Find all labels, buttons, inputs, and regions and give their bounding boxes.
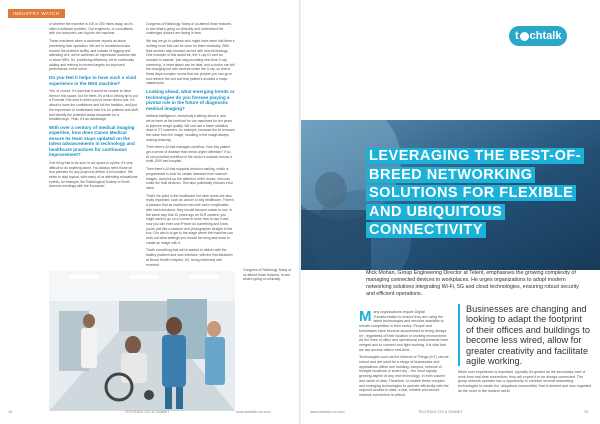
right-column-1 <box>359 310 449 401</box>
paragraph-text: any organisations require Digital Transformation to ensure they are using the latest technologies and services available to remain competitive in their sector. People and businesses have become accustomed to being 'always on', regardless of their location or working environment. As the lines of office and operational environments have merged and to connect and fight working, it is vital that we can access data in real-time. <box>359 310 449 352</box>
logo-dot-icon <box>520 32 529 41</box>
page-number-right: 19 <box>584 410 588 414</box>
article-standfirst: Mick Mohan, Group Engineering Director at Telent, emphasises the growing complexity of managing connected devices in workplaces. He urges organizations to adopt modern networking solutions integrating Wi-Fi, 5G and cloud technologies, ensuring robust security and efficient operations. <box>366 270 579 297</box>
paragraph: Congress of Radiology. Many of us attend those lectures, to see what's going on clinically. <box>243 268 291 282</box>
logo-text-end: chtalk <box>529 30 562 42</box>
photo-illustration <box>49 271 235 411</box>
page-number-left: 18 <box>8 410 12 414</box>
paragraph: One thing that is for sure in our space is cycles. It's very difficult to do anything alone. You always need those on four partners for any project to deliver a full solution. We strive to stay topical, with many of us attending educational events, for example, the Radiological Society of North America meetings with the European <box>49 160 138 189</box>
footer-publication-left: TECHTALK CIO & SUMMIT <box>125 410 170 414</box>
footer-url-left: www.techtalk-cio.com <box>236 410 271 414</box>
paragraph: Then there's AI that manages workflow. How this patient get a sense of disease that needs urgent attention? If so, AI can prioritise workflow in the doctor's scanner across a multi-1000 bed hospital. <box>146 145 233 164</box>
right-column-2 <box>458 370 592 394</box>
section-tag: INDUSTRY WATCH <box>8 9 65 18</box>
pull-quote: Businesses are changing and looking to adapt the footprint of their offices and buildings to become less wired, allow for greater creativity and facilitate agile working. <box>458 304 592 366</box>
footer-url-right: www.techtalk-cio.com <box>310 410 345 414</box>
logo-text-start: t <box>515 30 519 42</box>
interview-question: Do you feel it helps to have such a vivid experience in the NHS machine? <box>49 75 137 86</box>
footer-publication-right: TECHTALK CIO & SUMMIT <box>418 410 463 414</box>
paragraph: Artificial intelligence, everybody's talking about it, and we've been at the forefront for our machines for ten years to improve image quality. We can use a lower radiation dose in CT scanners, for example, because the AI removes the noise from the image, resulting in the image always looking amazing. <box>146 114 235 142</box>
headline-text: LEVERAGING THE BEST-OF-BREED NETWORKING SOLUTIONS FOR FLEXIBLE AND UBIQUITOUS CONNECTIVITY <box>366 148 584 238</box>
left-column-2 <box>146 22 235 270</box>
paragraph: Then there's AI that supports decision making, which is programmed to look for certain diseases from scanner images, and pick up the attention of the doctor, who can make the final decision. This also potentially reduces error rates. <box>146 167 234 190</box>
paragraph: Yes, of course. It's said that it would be unwise to have them in this space, but for them, it's a fill-in driving tip to put a Formula One seat in when you've never driven one. It's about to have the confidence and full the tradition, and just the experience to understand how it is for patients and staff and identify the potential areas desperate for a breakthrough. Yeah, it's an advantage. <box>49 89 138 122</box>
left-column-1 <box>49 22 138 192</box>
paragraph: That's the point in the healthcare but other areas are also really important, such as cancer or any healthcare. There's a paradox that as machines become more complicated with extra functions, they should become easier to use. In the same way that 10 years ago an SLR camera, you might want to go on a course to learn how to use it and now you can even use iPhone do something and know you're just like a scanner and photographer straight in the box. Our aim is to get to the stage where the machine can work out what settings you should be using and know to create an image with it. <box>146 193 235 245</box>
paragraph <box>359 310 449 352</box>
paragraph: Congress of Radiology. Many of us attend those lectures, to see what's going on clinically and understand the challenges doctors are facing in time. <box>146 22 232 36</box>
paragraph: These machines when a customer reports an issue preventing their operation. We are to troubleshoot and resolve the problem swiftly, and outside of logging and attending to it, we've achieved an impressive success rate of about 98%. So, prioritising efficiency, we're continually adding and refining to exceed targets for improved performance in the future. <box>49 39 137 72</box>
article-headline <box>366 147 586 240</box>
paragraph: We say we go to patients who might have been told there's nothing more that can be done for them medically. With their another step forward, armed with new technology. One example of this would be, the X-ray IO sent an encoder to assists; 'just stop providing new time X-ray screening', a heart attack can be fatal, and a doctor can tell the changing but with devices under the X-ray, so that of these days complex rooms that are provide you can go in and retrieve the clot and that patient's avoided a major catastrophe. <box>146 39 235 86</box>
paragraph: of whether the machine is 100 or 300 miles away, as it's often a software problem. Our engineers, or consultants with our computer, can log into the machine. <box>49 22 133 36</box>
paragraph: Technologies such as the Internet of Things (IoT) can be robust and are used for a range of businesses and applications within one building, campus, network of multiple locations or smart city – the most rapidly-growing aspect of any new technology. In both volume and value of data. Therefore, to enable these complex and emerging technologies to operate efficiently with the required access to data, a fast, reliable and secure network connection is critical. <box>359 355 449 397</box>
interview-question: Looking ahead, what emerging trends or technologies do you foresee playing a pivotal role in the future of diagnostic medical imaging? <box>146 89 235 111</box>
left-column-3 <box>243 268 295 282</box>
paragraph: While user experience is important, typically it's guided as the secondary care of work from real-time connection; they will expect it to be always connected. The group network operator has a opportunity to combine several networking technologies to create the 'ubiquitous connectivity' that is desired and now regarded as the norm in the modern world. <box>458 370 592 393</box>
paragraph: That's something that we've started to deliver with the battery platform and user interface, with the first attraction at Broad Health Hospital, UK, being extremely well received. <box>146 248 233 267</box>
drop-cap: M <box>359 308 372 325</box>
interview-question: With over a century of medical imaging expertise, how does Canon Medical ensure its team stays updated on the latest advancements in technology and healthcare practices for continuous improvement? <box>49 124 135 158</box>
hospital-corridor-photo <box>49 271 235 411</box>
techtalk-logo <box>509 26 567 46</box>
